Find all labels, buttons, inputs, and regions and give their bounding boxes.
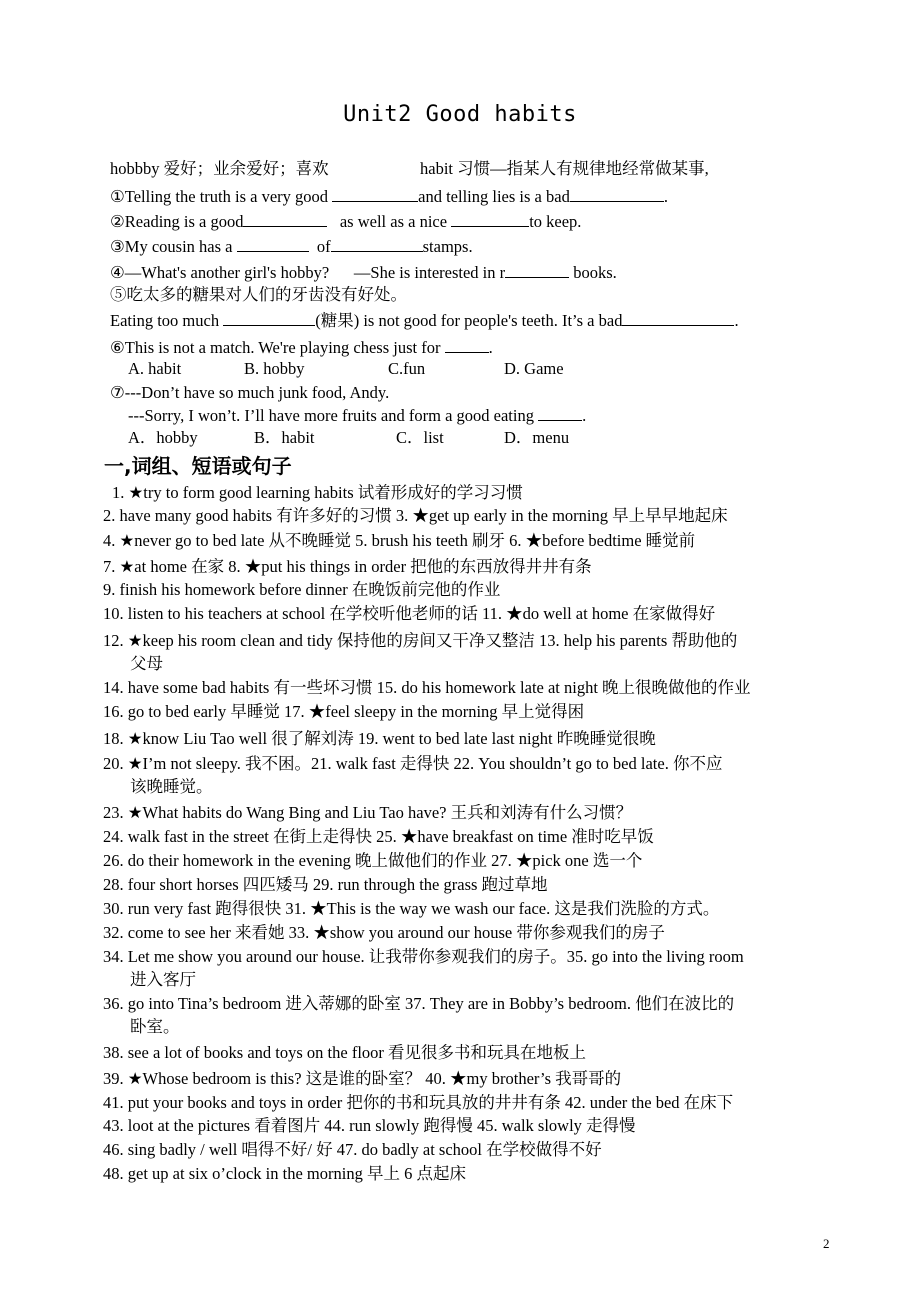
phrase-line: 16. go to bed early 早睡觉 17. ★feel sleepy in the morning 早上觉得困 bbox=[103, 702, 585, 721]
exercise-6-option-d[interactable]: D. Game bbox=[504, 359, 564, 378]
exercise-5-end: . bbox=[734, 311, 739, 330]
phrase-line: 46. sing badly / well 唱得不好/ 好 47. do badly at school 在学校做得不好 bbox=[103, 1140, 602, 1159]
phrase-line: 30. run very fast 跑得很快 31. ★This is the way we wash our face. 这是我们洗脸的方式。 bbox=[103, 899, 720, 918]
section-heading: 一,词组、短语或句子 bbox=[104, 454, 292, 478]
exercise-6-options bbox=[128, 358, 564, 380]
exercise-2 bbox=[110, 210, 581, 233]
exercise-3-blank-2[interactable] bbox=[331, 235, 423, 252]
phrase-line: 9. finish his homework before dinner 在晚饭前完他的作业 bbox=[103, 580, 501, 599]
exercise-6-option-c[interactable]: C.fun bbox=[388, 359, 426, 378]
exercise-7-end: . bbox=[582, 406, 587, 425]
exercise-4-text-b: —She is interested in r bbox=[353, 263, 506, 282]
exercise-3-text-b: of bbox=[316, 237, 331, 256]
phrase-line: 34. Let me show you around our house. 让我带你参观我们的房子。35. go into the living room bbox=[103, 947, 744, 966]
phrase-line: 48. get up at six o’clock in the morning 早上 6 点起床 bbox=[103, 1164, 466, 1183]
exercise-2-blank-1[interactable] bbox=[243, 210, 327, 227]
exercise-1-blank-1[interactable] bbox=[332, 185, 418, 202]
exercise-3-text-c: stamps. bbox=[422, 237, 473, 256]
phrase-line-continued: 卧室。 bbox=[130, 1017, 180, 1036]
phrase-line-continued: 该晚睡觉。 bbox=[130, 777, 213, 796]
phrase-line: 26. do their homework in the evening 晚上做他们的作业 27. ★pick one 选一个 bbox=[103, 851, 643, 870]
exercise-7-option-c[interactable]: C．list bbox=[396, 428, 444, 447]
exercise-6-blank[interactable] bbox=[445, 336, 489, 353]
phrase-line: 4. ★never go to bed late 从不晚睡觉 5. brush his teeth 刷牙 6. ★before bedtime 睡觉前 bbox=[103, 531, 696, 550]
exercise-5 bbox=[110, 309, 739, 332]
exercise-6-option-b[interactable]: B. hobby bbox=[244, 359, 305, 378]
exercise-3 bbox=[110, 235, 473, 258]
phrase-line: 32. come to see her 来看她 33. ★show you around our house 带你参观我们的房子 bbox=[103, 923, 665, 942]
exercise-7-prompt: ⑦---Don’t have so much junk food, Andy. bbox=[110, 383, 390, 402]
exercise-2-text-b: as well as a nice bbox=[339, 212, 448, 231]
phrase-line: 20. ★I’m not sleepy. 我不困。21. walk fast 走得快 22. You shouldn’t go to bed late. 你不应 bbox=[103, 754, 723, 773]
phrase-line: 7. ★at home 在家 8. ★put his things in order 把他的东西放得井井有条 bbox=[103, 557, 592, 576]
exercise-4-blank[interactable] bbox=[505, 261, 569, 278]
phrase-line: 24. walk fast in the street 在街上走得快 25. ★have breakfast on time 准时吃早饭 bbox=[103, 827, 654, 846]
phrase-line: 41. put your books and toys in order 把你的书和玩具放的井井有条 42. under the bed 在床下 bbox=[103, 1093, 734, 1112]
exercise-1-end: . bbox=[663, 187, 668, 206]
exercise-6-text: ⑥This is not a match. We're playing chess just for bbox=[110, 338, 441, 357]
exercise-6-option-a[interactable]: A. habit bbox=[128, 359, 182, 378]
phrase-line: 14. have some bad habits 有一些坏习惯 15. do his homework late at night 晚上很晚做他的作业 bbox=[103, 678, 751, 697]
exercise-4 bbox=[110, 261, 617, 284]
exercise-6-end: . bbox=[488, 338, 493, 357]
exercise-2-text-a: ②Reading is a good bbox=[110, 212, 244, 231]
exercise-5-text-b: (糖果) is not good for people's teeth. It’s a bad bbox=[315, 311, 623, 330]
phrase-line: 43. loot at the pictures 看着图片 44. run slowly 跑得慢 45. walk slowly 走得慢 bbox=[103, 1116, 636, 1135]
phrase-line: 39. ★Whose bedroom is this? 这是谁的卧室？ 40. ★my brother’s 我哥哥的 bbox=[103, 1069, 622, 1088]
exercise-7-text: ---Sorry, I won’t. I’ll have more fruits and form a good eating bbox=[128, 406, 534, 425]
phrase-line: 12. ★keep his room clean and tidy 保持他的房间又干净又整洁 13. help his parents 帮助他的 bbox=[103, 631, 738, 650]
page-number: 2 bbox=[823, 1236, 830, 1251]
exercise-4-text-c: books. bbox=[573, 263, 617, 282]
phrase-line: 28. four short horses 四匹矮马 29. run through the grass 跑过草地 bbox=[103, 875, 548, 894]
page-title: Unit2 Good habits bbox=[343, 102, 577, 127]
exercise-7-option-d[interactable]: D．menu bbox=[504, 428, 570, 447]
exercise-1-text-a: ①Telling the truth is a very good bbox=[110, 187, 329, 206]
phrase-line: 10. listen to his teachers at school 在学校听他老师的话 11. ★do well at home 在家做得好 bbox=[103, 604, 716, 623]
phrase-line: 23. ★What habits do Wang Bing and Liu Tao have? 王兵和刘涛有什么习惯？ bbox=[103, 803, 633, 822]
phrase-line: 36. go into Tina’s bedroom 进入蒂娜的卧室 37. They are in Bobby’s bedroom. 他们在波比的 bbox=[103, 994, 735, 1013]
exercise-7-options bbox=[128, 427, 569, 449]
phrase-line: 2. have many good habits 有许多好的习惯 3. ★get up early in the morning 早上早早地起床 bbox=[103, 506, 728, 525]
phrase-line-continued: 父母 bbox=[130, 654, 163, 673]
exercise-1-text-b: and telling lies is a bad bbox=[418, 187, 570, 206]
exercise-3-text-a: ③My cousin has a bbox=[110, 237, 233, 256]
exercise-5-blank-2[interactable] bbox=[622, 309, 734, 326]
hobby-definition: hobbby 爱好；业余爱好；喜欢 bbox=[110, 159, 329, 178]
exercise-5-chinese: ⑤吃太多的糖果对人们的牙齿没有好处。 bbox=[110, 285, 407, 304]
exercise-2-blank-2[interactable] bbox=[451, 210, 529, 227]
exercise-7-option-a[interactable]: A．hobby bbox=[128, 428, 198, 447]
exercise-7 bbox=[128, 404, 586, 427]
phrase-line: 1. ★try to form good learning habits 试着形成好的学习习惯 bbox=[112, 483, 523, 502]
exercise-3-blank-1[interactable] bbox=[237, 235, 309, 252]
exercise-1-blank-2[interactable] bbox=[570, 185, 664, 202]
habit-definition: habit 习惯—指某人有规律地经常做某事, bbox=[420, 159, 709, 178]
phrase-line: 38. see a lot of books and toys on the floor 看见很多书和玩具在地板上 bbox=[103, 1043, 587, 1062]
exercise-4-text-a: ④—What's another girl's hobby? bbox=[110, 263, 330, 282]
exercise-1 bbox=[110, 185, 668, 208]
exercise-7-blank[interactable] bbox=[538, 404, 582, 421]
exercise-7-option-b[interactable]: B．habit bbox=[254, 428, 315, 447]
exercise-5-blank-1[interactable] bbox=[223, 309, 315, 326]
phrase-line: 18. ★know Liu Tao well 很了解刘涛 19. went to bed late last night 昨晚睡觉很晚 bbox=[103, 729, 656, 748]
exercise-2-text-c: to keep. bbox=[529, 212, 582, 231]
exercise-6 bbox=[110, 336, 493, 359]
phrase-line-continued: 进入客厅 bbox=[130, 970, 196, 989]
exercise-5-text-a: Eating too much bbox=[110, 311, 220, 330]
